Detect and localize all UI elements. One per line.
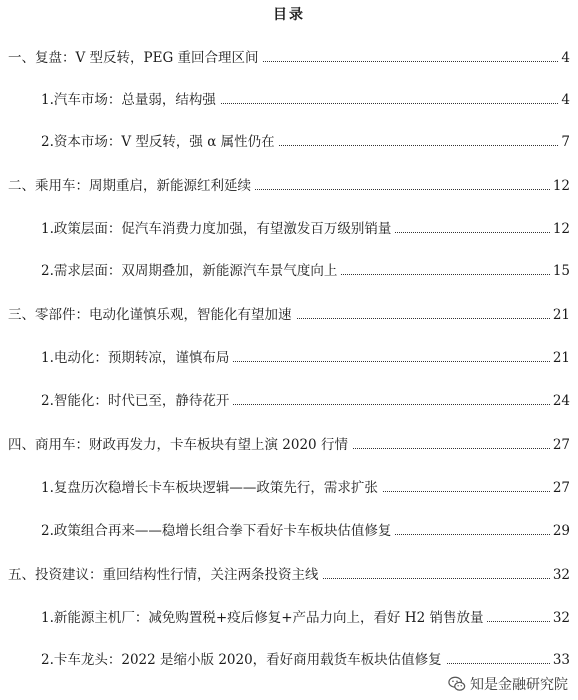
wechat-icon: [448, 675, 466, 693]
toc-entry-label: 二、乘用车：周期重启，新能源红利延续: [8, 174, 255, 198]
toc-page-number: 21: [550, 346, 570, 370]
toc-entry-label: 2.需求层面：双周期叠加，新能源汽车景气度向上: [41, 259, 341, 283]
toc-entry-label: 四、商用车：财政再发力，卡车板块有望上演 2020 行情: [8, 433, 352, 457]
toc-page-number: 15: [550, 259, 570, 283]
toc-entry-label: 五、投资建议：重回结构性行情，关注两条投资主线: [8, 563, 323, 587]
toc-subsection-entry[interactable]: [0, 476, 578, 500]
toc-page-number: 4: [558, 46, 570, 70]
toc-subsection-entry[interactable]: [0, 519, 578, 543]
toc-page-number: 27: [550, 433, 570, 457]
toc-page-number: 24: [550, 389, 570, 413]
watermark-text: 知是金融研究院: [470, 677, 568, 693]
toc-page-number: 12: [550, 217, 570, 241]
toc-subsection-entry[interactable]: [0, 130, 578, 154]
toc-subsection-entry[interactable]: [0, 259, 578, 283]
toc-subsection-entry[interactable]: [0, 217, 578, 241]
toc-page-number: 32: [550, 563, 570, 587]
toc-entry-label: 2.政策组合再来——稳增长组合拳下看好卡车板块估值修复: [41, 519, 395, 543]
toc-entry-label: 2.资本市场：V 型反转，强 α 属性仍在: [41, 130, 279, 154]
toc-page-number: 7: [558, 130, 570, 154]
toc-page-number: 21: [550, 303, 570, 327]
toc-page-number: 4: [558, 88, 570, 112]
toc-entry-label: 1.电动化：预期转凉，谨慎布局: [41, 346, 233, 370]
toc-subsection-entry[interactable]: [0, 346, 578, 370]
toc-page-number: 32: [550, 606, 570, 630]
toc-subsection-entry[interactable]: [0, 88, 578, 112]
toc-entry-label: 2.卡车龙头：2022 是缩小版 2020，看好商用载货车板块估值修复: [41, 648, 446, 672]
toc-subsection-entry[interactable]: [0, 606, 578, 630]
toc-entry-label: 2.智能化：时代已至，静待花开: [41, 389, 233, 413]
toc-page-number: 27: [550, 476, 570, 500]
toc-subsection-entry[interactable]: [0, 389, 578, 413]
toc-entry-label: 1.政策层面：促汽车消费力度加强，有望激发百万级别销量: [41, 217, 395, 241]
toc-entry-label: 一、复盘：V 型反转，PEG 重回合理区间: [8, 46, 263, 70]
toc-section-entry[interactable]: [0, 563, 578, 587]
toc-subsection-entry[interactable]: [0, 648, 578, 672]
toc-entry-label: 1.汽车市场：总量弱，结构强: [41, 88, 220, 112]
toc-page-number: 33: [550, 648, 570, 672]
toc-entry-label: 1.新能源主机厂：减免购置税+疫后修复+产品力向上，看好 H2 销售放量: [41, 606, 487, 630]
watermark: [444, 672, 572, 696]
toc-section-entry[interactable]: [0, 46, 578, 70]
toc-page-number: 12: [550, 174, 570, 198]
toc-entry-label: 1.复盘历次稳增长卡车板块逻辑——政策先行，需求扩张: [41, 476, 382, 500]
toc-title: 目录: [273, 7, 305, 23]
toc-section-entry[interactable]: [0, 303, 578, 327]
toc-entry-label: 三、零部件：电动化谨慎乐观，智能化有望加速: [8, 303, 296, 327]
toc-section-entry[interactable]: [0, 174, 578, 198]
toc-page-number: 29: [550, 519, 570, 543]
toc-section-entry[interactable]: [0, 433, 578, 457]
